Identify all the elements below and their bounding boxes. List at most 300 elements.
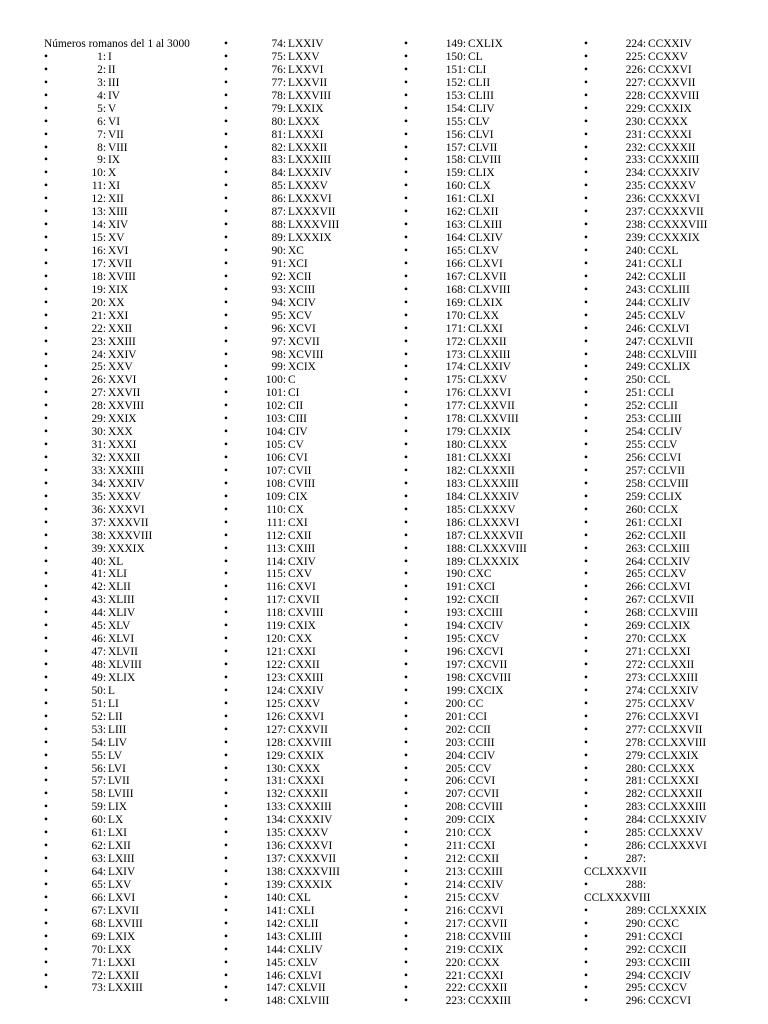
bullet-icon: • [404,659,408,671]
roman-numeral: CXIV [288,555,316,568]
roman-numeral: LXXVII [288,76,328,89]
roman-numeral: CLXXII [468,335,507,348]
arabic-number: 161: [445,193,466,206]
list-item [224,142,396,155]
roman-numeral: CXXXVI [288,840,333,853]
list-item [584,374,756,387]
list-item [44,504,216,517]
bullet-icon: • [584,659,588,671]
bullet-icon: • [44,982,48,995]
arabic-number: 104: [265,426,286,439]
list-item [44,594,216,607]
roman-numeral: CCXL [648,245,679,257]
roman-numeral: XLVI [108,633,135,646]
list-item [44,672,216,685]
arabic-number: 167: [445,270,466,283]
roman-numeral: LV [108,749,123,762]
roman-numeral: CXXXI [288,775,325,788]
bullet-icon: • [44,348,48,361]
list-item [404,918,576,931]
bullet-icon: • [404,995,408,1008]
roman-numeral: LXXXIV [288,167,332,180]
list-item [584,724,756,737]
arabic-number: 142: [265,917,286,930]
list-item [404,607,576,620]
list-item [404,620,576,633]
roman-numeral: XLI [108,568,127,581]
bullet-icon: • [224,736,228,749]
list-item [404,944,576,957]
bullet-icon: • [224,335,228,348]
bullet-icon: • [584,348,588,361]
list-item [44,607,216,620]
bullet-icon: • [44,633,48,646]
list-item [224,594,396,607]
list-item [224,879,396,892]
roman-numeral: CXLV [288,956,318,969]
bullet-icon: • [404,762,408,775]
arabic-number: 78: [271,89,286,102]
bullet-icon: • [44,477,48,490]
arabic-number: 116: [266,581,286,594]
list-item [404,957,576,970]
arabic-number: 119: [266,620,286,633]
list-item [404,504,576,517]
list-item [404,90,576,103]
arabic-number: 203: [445,736,466,749]
roman-numeral: CLXXX [468,439,508,452]
list-item [404,245,576,258]
roman-numeral: XCVII [288,335,320,348]
arabic-number: 83: [271,154,286,167]
bullet-icon: • [44,866,48,879]
arabic-number: 86: [271,193,286,206]
bullet-icon: • [584,814,588,827]
bullet-icon: • [224,232,228,245]
arabic-number: 287: [625,853,646,866]
arabic-number: 164: [445,232,466,245]
list-item [404,154,576,167]
roman-numeral: CCLIII [648,413,682,426]
list-item [224,607,396,620]
bullet-icon: • [584,516,588,529]
roman-numeral: V [108,102,117,115]
list-item [404,258,576,271]
arabic-number: 219: [445,943,466,956]
roman-numeral: CLVIII [468,154,502,167]
bullet-icon: • [404,322,408,335]
list-item [584,775,756,788]
bullet-icon: • [584,374,588,387]
roman-numeral: CCLII [648,400,678,413]
roman-numeral: CCXXXIX [648,232,700,245]
arabic-number: 74: [271,38,286,50]
bullet-icon: • [224,464,228,477]
list-item [224,426,396,439]
roman-numeral: CCII [468,723,491,736]
arabic-number: 249: [625,361,646,374]
arabic-number: 41: [91,568,106,581]
arabic-number: 80: [271,115,286,128]
list-item [224,167,396,180]
roman-numeral: CXLI [288,904,315,917]
roman-numeral: CL [468,50,483,63]
bullet-icon: • [404,930,408,943]
bullet-icon: • [44,283,48,296]
arabic-number: 241: [625,257,646,270]
arabic-number: 295: [625,982,646,995]
arabic-number: 24: [91,348,106,361]
bullet-icon: • [404,982,408,995]
list-item [44,556,216,569]
roman-numeral: XX [108,296,125,309]
roman-numeral: CIX [288,490,308,503]
bullet-icon: • [44,827,48,840]
arabic-number: 162: [445,206,466,219]
arabic-number: 216: [445,904,466,917]
list-item [224,982,396,995]
roman-numeral: CXXXVIII [288,866,340,878]
roman-numeral: CLXXV [468,374,508,387]
bullet-icon: • [404,309,408,322]
roman-numeral: CXXI [288,646,316,659]
roman-numeral: CLXXVIII [468,413,519,426]
list-item [224,219,396,232]
arabic-number: 44: [91,607,106,620]
bullet-icon: • [404,167,408,180]
roman-numeral: CCIV [468,749,496,762]
arabic-number: 186: [445,516,466,529]
list-item [584,439,756,452]
roman-numeral: CCLXXX [648,762,695,775]
list-item [224,905,396,918]
arabic-number: 4: [97,89,106,102]
roman-numeral: CCXIII [468,866,503,878]
list-item [404,271,576,284]
bullet-icon: • [224,788,228,801]
bullet-icon: • [584,710,588,723]
roman-numeral: XVIII [108,270,136,283]
bullet-icon: • [44,710,48,723]
roman-numeral: LXXXIII [288,154,332,167]
roman-numeral: CXI [288,516,308,529]
list-item [224,38,396,51]
list-item [584,232,756,245]
arabic-number: 17: [91,257,106,270]
roman-numeral: CII [288,400,304,413]
list-item [44,361,216,374]
roman-numeral: CCXCIII [648,956,691,969]
bullet-icon: • [44,555,48,568]
roman-numeral: CXCIII [468,607,503,620]
bullet-icon: • [44,128,48,141]
roman-numeral: XLII [108,581,131,594]
bullet-icon: • [404,529,408,542]
list-item [224,853,396,866]
roman-numeral: LXXI [108,956,136,969]
list-item [44,206,216,219]
bullet-icon: • [224,167,228,180]
arabic-number: 139: [265,878,286,891]
list-item [404,646,576,659]
list-item [584,646,756,659]
bullet-icon: • [584,697,588,710]
bullet-icon: • [224,503,228,516]
bullet-icon: • [224,76,228,89]
arabic-number: 273: [625,671,646,684]
list-item [404,77,576,90]
roman-numeral: CXCII [468,594,500,607]
list-item [584,297,756,310]
roman-numeral: XXXIV [108,477,145,490]
arabic-number: 55: [91,749,106,762]
list-item [224,892,396,905]
arabic-number: 89: [271,232,286,245]
bullet-icon: • [584,788,588,801]
list-item [584,387,756,400]
list-item [584,801,756,814]
roman-numeral: CVII [288,464,312,477]
bullet-icon: • [44,930,48,943]
roman-numeral: LXV [108,878,132,891]
list-item [584,620,756,633]
roman-numeral: CLI [468,63,487,76]
roman-numeral: CXCIV [468,620,504,633]
roman-numeral: CCLXXXIX [648,904,707,917]
roman-numeral: CCXXXV [648,180,697,193]
bullet-icon: • [404,620,408,633]
arabic-number: 237: [625,206,646,219]
list-item [224,310,396,323]
list-item [584,750,756,763]
roman-numeral: CC [468,697,484,710]
bullet-icon: • [404,348,408,361]
roman-numeral: CLVI [468,128,494,141]
bullet-icon: • [224,245,228,257]
arabic-number: 57: [91,775,106,788]
arabic-number: 248: [625,348,646,361]
bullet-icon: • [584,943,588,956]
bullet-icon: • [224,671,228,684]
roman-numeral: CLXXXVII [468,529,524,542]
bullet-icon: • [584,529,588,542]
roman-numeral: CLXX [468,309,500,322]
list-item [224,698,396,711]
bullet-icon: • [44,840,48,853]
list-item [404,801,576,814]
bullet-icon: • [224,374,228,387]
list-item [224,931,396,944]
arabic-number: 207: [445,788,466,801]
roman-numeral: CXXIX [288,749,325,762]
roman-numeral: LXX [108,943,132,956]
arabic-number: 91: [271,257,286,270]
list-item [44,180,216,193]
bullet-icon: • [404,827,408,840]
arabic-number: 294: [625,969,646,982]
list-item [404,232,576,245]
bullet-icon: • [584,38,588,50]
bullet-icon: • [44,736,48,749]
page-title: Números romanos del 1 al 3000 [44,38,190,50]
column-1 [44,38,216,995]
bullet-icon: • [584,878,588,891]
arabic-number: 115: [266,568,286,581]
list-item [584,556,756,569]
bullet-icon: • [404,646,408,659]
arabic-number: 146: [265,969,286,982]
list-item [44,737,216,750]
roman-numeral: LXXV [288,50,320,63]
roman-numeral: XXI [108,309,129,322]
arabic-number: 225: [625,50,646,63]
arabic-number: 71: [91,956,106,969]
list-item [584,543,756,556]
roman-numeral: CCXCII [648,943,687,956]
bullet-icon: • [44,671,48,684]
arabic-number: 168: [445,283,466,296]
roman-numeral: CLIII [468,89,494,102]
list-item [44,633,216,646]
roman-numeral: XCIX [288,361,316,374]
arabic-number: 43: [91,594,106,607]
arabic-number: 157: [445,141,466,154]
roman-numeral: CCXLIX [648,361,691,374]
bullet-icon: • [44,891,48,904]
arabic-number: 101: [265,387,286,400]
arabic-number: 54: [91,736,106,749]
bullet-icon: • [44,646,48,659]
list-item [584,413,756,426]
arabic-number: 239: [625,232,646,245]
bullet-icon: • [404,180,408,193]
bullet-icon: • [404,38,408,50]
list-item [404,167,576,180]
arabic-number: 263: [625,542,646,555]
arabic-number: 253: [625,413,646,426]
bullet-icon: • [44,801,48,814]
arabic-number: 179: [445,426,466,439]
roman-numeral: CCXXXVII [648,206,704,219]
bullet-icon: • [224,283,228,296]
arabic-number: 95: [271,309,286,322]
arabic-number: 20: [91,296,106,309]
arabic-number: 46: [91,633,106,646]
bullet-icon: • [404,749,408,762]
roman-numeral: XXVIII [108,400,145,413]
bullet-icon: • [224,555,228,568]
list-item [224,245,396,258]
list-item [224,374,396,387]
list-item [224,737,396,750]
roman-list [224,38,396,1008]
list-item [44,982,216,995]
list-item [404,775,576,788]
arabic-number: 163: [445,219,466,232]
bullet-icon: • [44,102,48,115]
arabic-number: 18: [91,270,106,283]
column-4 [584,38,756,1008]
bullet-icon: • [404,464,408,477]
list-item [224,258,396,271]
list-item [584,284,756,297]
bullet-icon: • [224,943,228,956]
arabic-number: 209: [445,814,466,827]
bullet-icon: • [224,840,228,853]
arabic-number: 190: [445,568,466,581]
roman-numeral: I [108,50,112,63]
arabic-number: 256: [625,452,646,464]
list-item [584,38,756,51]
roman-numeral: CCLXIV [648,555,691,568]
arabic-number: 177: [445,400,466,413]
arabic-number: 92: [271,270,286,283]
arabic-number: 205: [445,762,466,775]
arabic-number: 180: [445,439,466,452]
list-item [404,38,576,51]
arabic-number: 49: [91,671,106,684]
list-item [404,426,576,439]
roman-numeral: CLXXXI [468,452,512,464]
list-item [44,413,216,426]
list-item [224,491,396,504]
bullet-icon: • [44,503,48,516]
roman-list [404,38,576,1008]
list-item [44,517,216,530]
arabic-number: 278: [625,736,646,749]
list-item [584,995,756,1008]
list-item [224,672,396,685]
list-item [584,491,756,504]
list-item [44,788,216,801]
bullet-icon: • [404,102,408,115]
arabic-number: 148: [265,995,286,1008]
arabic-number: 76: [271,63,286,76]
list-item [44,840,216,853]
list-item [224,206,396,219]
bullet-icon: • [584,245,588,257]
arabic-number: 62: [91,840,106,853]
bullet-icon: • [584,840,588,853]
list-item [584,788,756,801]
list-item [224,77,396,90]
list-item [44,90,216,103]
list-item [404,387,576,400]
bullet-icon: • [584,335,588,348]
roman-numeral: LXXXVII [288,206,336,219]
roman-numeral: XXXVIII [108,529,153,542]
roman-numeral: CCXVII [468,917,508,930]
roman-numeral: CCXXXI [648,128,692,141]
arabic-number: 68: [91,917,106,930]
list-item [404,478,576,491]
roman-numeral: CCLIX [648,490,683,503]
arabic-number: 64: [91,866,106,879]
roman-numeral: XLV [108,620,131,633]
bullet-icon: • [44,180,48,193]
list-item [584,931,756,944]
bullet-icon: • [224,361,228,374]
arabic-number: 84: [271,167,286,180]
list-item [44,568,216,581]
roman-numeral: LXIV [108,866,136,879]
list-item [44,879,216,892]
arabic-number: 53: [91,723,106,736]
roman-numeral: CLIX [468,167,495,180]
list-item [404,659,576,672]
bullet-icon: • [404,684,408,697]
arabic-number: 34: [91,477,106,490]
